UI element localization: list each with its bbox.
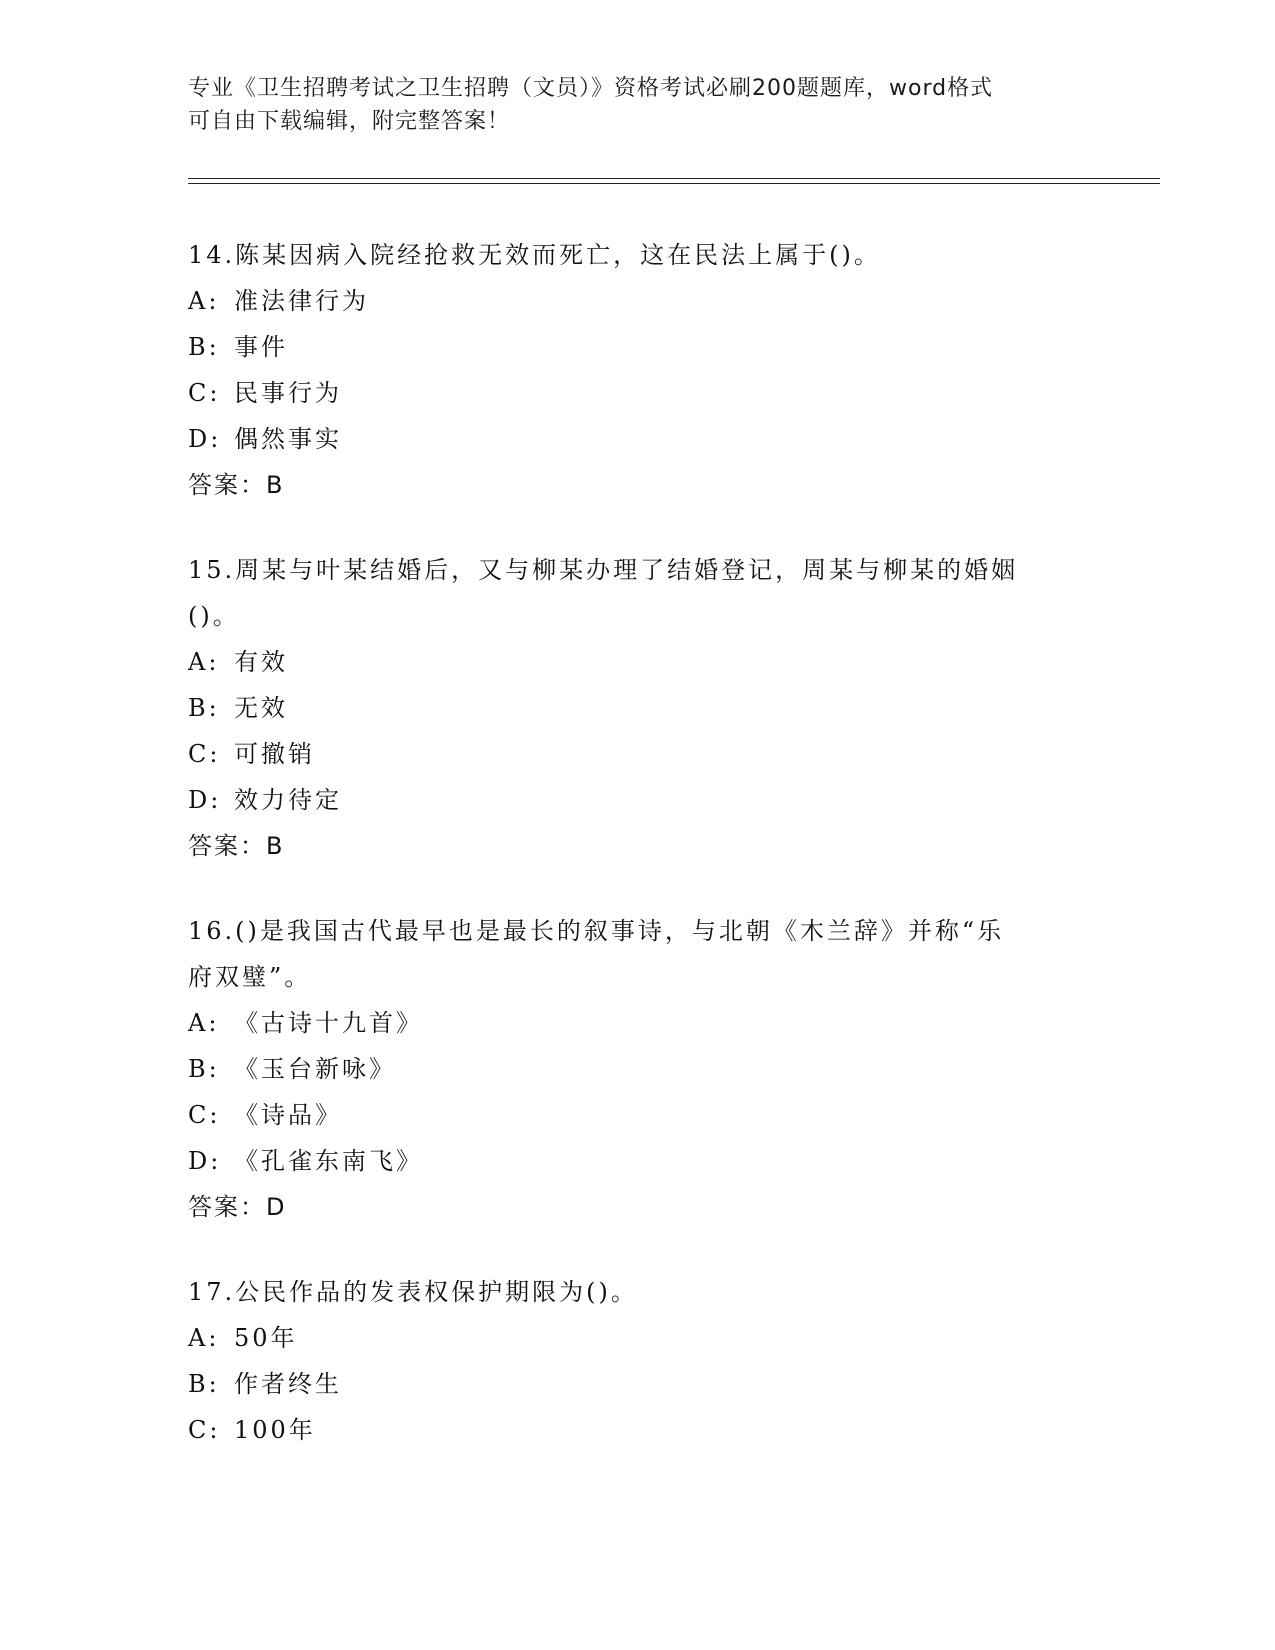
option-key: A: (188, 1324, 220, 1352)
option-text: 民事行为 (234, 379, 342, 407)
option-text: 有效 (234, 648, 288, 676)
option-text: 可撤销 (234, 740, 315, 768)
option-d (188, 416, 1088, 462)
option-text: 100年 (234, 1416, 316, 1444)
option-a (188, 278, 1088, 324)
option-c (188, 370, 1088, 416)
option-text: 50年 (234, 1324, 298, 1352)
option-b (188, 685, 1088, 731)
option-text: 无效 (234, 694, 288, 722)
option-key: A: (188, 287, 220, 315)
question-stem: 17.公民作品的发表权保护期限为()。 (188, 1278, 638, 1306)
document-header (188, 72, 1088, 138)
question-list (188, 232, 1088, 1492)
option-key: D: (188, 425, 222, 453)
option-a (188, 639, 1088, 685)
option-key: B: (188, 333, 220, 361)
option-key: C: (188, 1416, 221, 1444)
option-text: 事件 (234, 333, 288, 361)
question-15 (188, 547, 1088, 869)
header-title-line-1: 专业《卫生招聘考试之卫生招聘（文员）》资格考试必刷200题题库，word格式 (188, 76, 994, 101)
option-text: 《古诗十九首》 (234, 1009, 423, 1037)
answer-line: 答案：B (188, 471, 285, 499)
option-key: D: (188, 786, 222, 814)
question-stem-continued: ()。 (188, 602, 240, 630)
option-b (188, 1046, 1088, 1092)
header-divider-top (188, 178, 1160, 179)
option-key: B: (188, 1370, 220, 1398)
question-16 (188, 908, 1088, 1230)
option-key: B: (188, 694, 220, 722)
option-a (188, 1000, 1088, 1046)
option-text: 作者终生 (234, 1370, 342, 1398)
option-c (188, 1092, 1088, 1138)
header-divider-bottom (188, 183, 1160, 184)
option-key: C: (188, 1101, 221, 1129)
question-stem: 14.陈某因病入院经抢救无效而死亡，这在民法上属于()。 (188, 241, 881, 269)
option-a (188, 1315, 1088, 1361)
option-key: D: (188, 1147, 222, 1175)
question-17 (188, 1269, 1088, 1453)
option-key: C: (188, 379, 221, 407)
question-stem: 16.()是我国古代最早也是最长的叙事诗，与北朝《木兰辞》并称“乐 (188, 917, 1005, 945)
option-b (188, 324, 1088, 370)
option-key: A: (188, 1009, 220, 1037)
option-c (188, 1407, 1088, 1453)
option-text: 《孔雀东南飞》 (234, 1147, 423, 1175)
option-d (188, 1138, 1088, 1184)
option-c (188, 731, 1088, 777)
option-key: A: (188, 648, 220, 676)
option-text: 效力待定 (234, 786, 342, 814)
option-key: B: (188, 1055, 220, 1083)
option-text: 《玉台新咏》 (234, 1055, 396, 1083)
answer-line: 答案：D (188, 1193, 287, 1221)
question-stem: 15.周某与叶某结婚后，又与柳某办理了结婚登记，周某与柳某的婚姻 (188, 556, 1019, 584)
header-title-line-2: 可自由下载编辑，附完整答案！ (188, 109, 511, 134)
option-text: 偶然事实 (234, 425, 342, 453)
option-text: 准法律行为 (234, 287, 369, 315)
option-key: C: (188, 740, 221, 768)
option-text: 《诗品》 (234, 1101, 342, 1129)
question-14 (188, 232, 1088, 508)
question-stem-continued: 府双璧”。 (188, 963, 312, 991)
option-d (188, 777, 1088, 823)
answer-line: 答案：B (188, 832, 285, 860)
option-b (188, 1361, 1088, 1407)
